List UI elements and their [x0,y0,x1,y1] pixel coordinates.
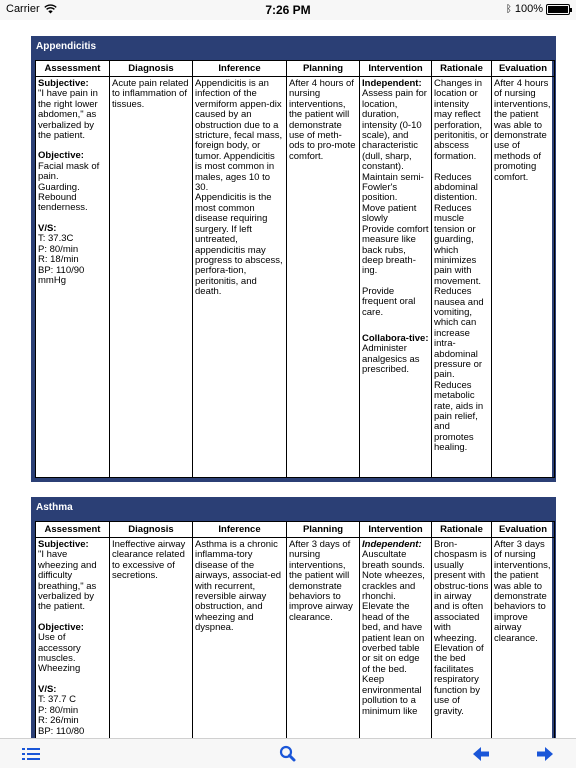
objective-text: Use of accessory muscles. Wheezing [38,632,81,675]
subjective-label: Subjective: [38,78,89,89]
diagnosis-cell: Ineffective airway clearance related to excessive of secretions. [110,538,193,739]
vital-signs-text: T: 37.3C P: 80/min R: 18/min BP: 110/90 mmHg [38,233,85,286]
search-icon[interactable] [277,744,299,764]
independent-text: Assess pain for location, duration, intensity (0-10 scale), and characteristic (dull, sharp, constant). Maintain semi-Fowler's position. Move patient slowly Provide comfort measure like back rubs, deep breath-ing. [362,88,429,277]
planning-cell: After 3 days of nursing interventions, the patient will demonstrate behaviors to improve airway clearance. [287,538,360,739]
independent-label: Independent: [362,539,422,550]
header-rationale: Rationale [432,61,492,77]
header-planning: Planning [287,522,360,538]
bottom-toolbar [0,738,576,768]
header-assessment: Assessment [36,61,110,77]
independent-text: Auscultate breath sounds. Note wheezes, crackles and rhonchi. Elevate the head of the bed, and have patient lean on overbed table or sit on edge of the bed. Keep environmental pollution to a minimum like [362,549,425,717]
subjective-label: Subjective: [38,539,89,550]
rationale-cell: Bron-chospasm is usually present with obstruc-tions in airway and is often associated with wheezing. Elevation of the bed facilitates respiratory function by use of gravity. [432,538,492,739]
objective-label: Objective: [38,150,84,162]
battery-percent: 100% [514,3,543,15]
assessment-cell [36,77,110,478]
header-diagnosis: Diagnosis [110,61,193,77]
header-inference: Inference [193,61,287,77]
status-bar [0,0,576,20]
card-body [32,57,555,481]
battery-icon [546,4,570,15]
vital-signs-label: V/S: [38,683,57,695]
card-title: Appendicitis [32,37,555,57]
collaborative-text: Administer analgesics as prescribed. [362,343,423,376]
inference-cell: Appendicitis is an infection of the vermiform appen-dix caused by an obstruction due to a stricture, fecal mass, foreign body, or tumor. Appendicitis is most common in males, ages 10 to 30. Appendicitis is the most common disease requiring surgery. If left untreated, appendicitis may progress to abscess, perfora-tion, peritonitis, and death. [193,77,287,478]
evaluation-cell: After 4 hours of nursing interventions, the patient was able to demonstrate use of methods of promoting comfort. [492,77,555,478]
table-header-row [36,522,555,538]
evaluation-cell: After 3 days of nursing interventions, the patient was able to demonstrate behaviors to improve airway clearance. [492,538,555,739]
header-assessment: Assessment [36,522,110,538]
header-rationale: Rationale [432,522,492,538]
card-body [32,518,555,738]
assessment-cell [36,538,110,739]
planning-cell: After 4 hours of nursing interventions, the patient will demonstrate use of meth-ods to pro-mote comfort. [287,77,360,478]
arrow-left-icon[interactable] [470,744,492,764]
table-header-row [36,61,555,77]
subjective-text: "I have wheezing and difficulty breathing," as verbalized by the patient. [38,549,100,613]
document-viewer[interactable] [0,20,576,738]
carrier-label: Carrier [6,3,40,15]
diagnosis-cell: Acute pain related to inflammation of tissues. [110,77,193,478]
care-plan-table [35,521,555,738]
table-row [36,538,555,739]
vital-signs-text: T: 37.7 C P: 80/min R: 26/min BP: 110/80 [38,694,85,737]
intervention-cell [360,77,432,478]
oral-care-text: Provide frequent oral care. [362,285,418,318]
collaborative-label: Collabora-tive: [362,332,429,344]
objective-text: Facial mask of pain. Guarding. Rebound tenderness. [38,160,100,214]
header-planning: Planning [287,61,360,77]
care-plan-table [35,60,555,478]
header-intervention: Intervention [360,61,432,77]
care-plan-card-appendicitis [31,36,556,482]
objective-label: Objective: [38,621,84,633]
header-inference: Inference [193,522,287,538]
arrow-right-icon[interactable] [534,744,556,764]
bluetooth-icon: ᛒ [505,3,512,15]
clock: 7:26 PM [265,3,311,17]
care-plan-card-asthma [31,497,556,738]
subjective-text: "I have pain in the right lower abdomen," as verbalized by the patient. [38,88,101,142]
list-icon[interactable] [20,744,42,764]
card-title: Asthma [32,498,555,518]
independent-label: Independent: [362,78,422,89]
header-evaluation: Evaluation [492,522,555,538]
inference-cell: Asthma is a chronic inflamma-tory disease of the airways, associat-ed with recurrent, reversible airway obstruction, and wheezing and dyspnea. [193,538,287,739]
table-row [36,77,555,478]
intervention-cell [360,538,432,739]
vital-signs-label: V/S: [38,222,57,234]
rationale-cell: Changes in location or intensity may reflect perforation, peritonitis, or abscess formation. Reduces abdominal distention. Reduces muscle tension or guarding, which minimizes pain with movement. Reduces nausea and vomiting, which can increase intra-abdominal pressure or pain. Reduces metabolic rate, aids in pain relief, and promotes healing. [432,77,492,478]
header-evaluation: Evaluation [492,61,555,77]
header-diagnosis: Diagnosis [110,522,193,538]
header-intervention: Intervention [360,522,432,538]
status-right [506,3,570,15]
